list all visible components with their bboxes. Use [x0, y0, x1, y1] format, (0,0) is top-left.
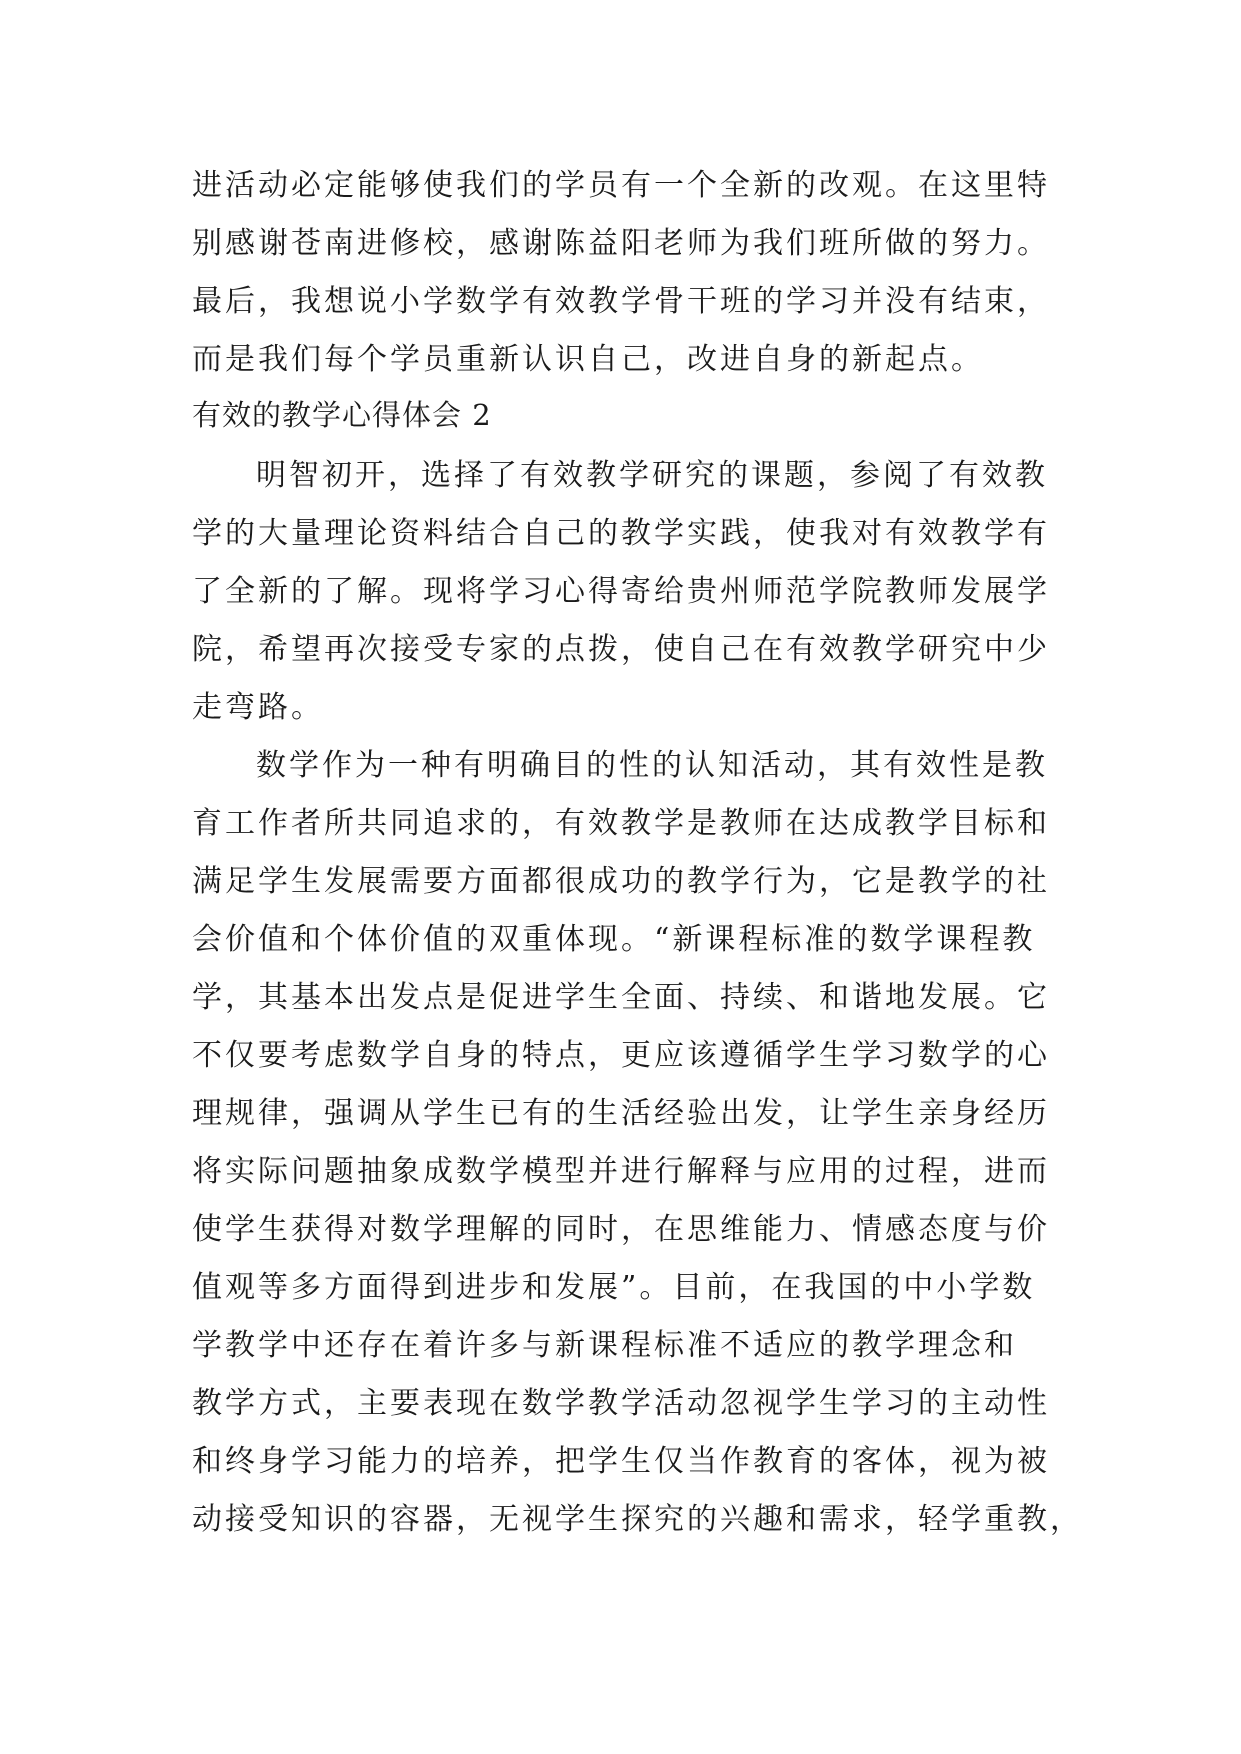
- text-line: 满足学生发展需要方面都很成功的教学行为，它是教学的社: [192, 864, 1050, 899]
- text-line: 学的大量理论资料结合自己的教学实践，使我对有效教学有: [192, 516, 1050, 551]
- text-line: 了全新的了解。现将学习心得寄给贵州师范学院教师发展学: [192, 574, 1050, 609]
- text-line: 会价值和个体价值的双重体现。“新课程标准的数学课程教: [192, 922, 1036, 957]
- text-line: 和终身学习能力的培养，把学生仅当作教育的客体，视为被: [192, 1444, 1050, 1479]
- text-line: 院，希望再次接受专家的点拨，使自己在有效教学研究中少: [192, 632, 1050, 667]
- text-line: 而是我们每个学员重新认识自己，改进自身的新起点。: [192, 342, 984, 377]
- text-line: 将实际问题抽象成数学模型并进行解释与应用的过程，进而: [192, 1154, 1050, 1189]
- text-line: 动接受知识的容器，无视学生探究的兴趣和需求，轻学重教，: [192, 1502, 1083, 1537]
- document-body: [192, 157, 1083, 1549]
- text-line: 别感谢苍南进修校，感谢陈益阳老师为我们班所做的努力。: [192, 226, 1050, 261]
- paragraph-first-line: 数学作为一种有明确目的性的认知活动，其有效性是教: [256, 748, 1048, 783]
- text-line: 值观等多方面得到进步和发展”。目前，在我国的中小学数: [192, 1270, 1036, 1305]
- text-line: 进活动必定能够使我们的学员有一个全新的改观。在这里特: [192, 168, 1050, 203]
- text-line: 教学方式，主要表现在数学教学活动忽视学生学习的主动性: [192, 1386, 1050, 1421]
- text-line: 使学生获得对数学理解的同时，在思维能力、情感态度与价: [192, 1212, 1050, 1247]
- text-line: 育工作者所共同追求的，有效教学是教师在达成教学目标和: [192, 806, 1050, 841]
- text-line: 不仅要考虑数学自身的特点，更应该遵循学生学习数学的心: [192, 1038, 1050, 1073]
- text-line: 学，其基本出发点是促进学生全面、持续、和谐地发展。它: [192, 980, 1050, 1015]
- text-line: 走弯路。: [192, 690, 324, 725]
- text-line: 理规律，强调从学生已有的生活经验出发，让学生亲身经历: [192, 1096, 1050, 1131]
- text-line: 学教学中还存在着许多与新课程标准不适应的教学理念和: [192, 1328, 1017, 1363]
- paragraph-first-line: 明智初开，选择了有效教学研究的课题，参阅了有效教: [256, 458, 1048, 493]
- text-line: 最后，我想说小学数学有效教学骨干班的学习并没有结束，: [192, 284, 1050, 319]
- section-heading: 有效的教学心得体会 2: [192, 398, 492, 432]
